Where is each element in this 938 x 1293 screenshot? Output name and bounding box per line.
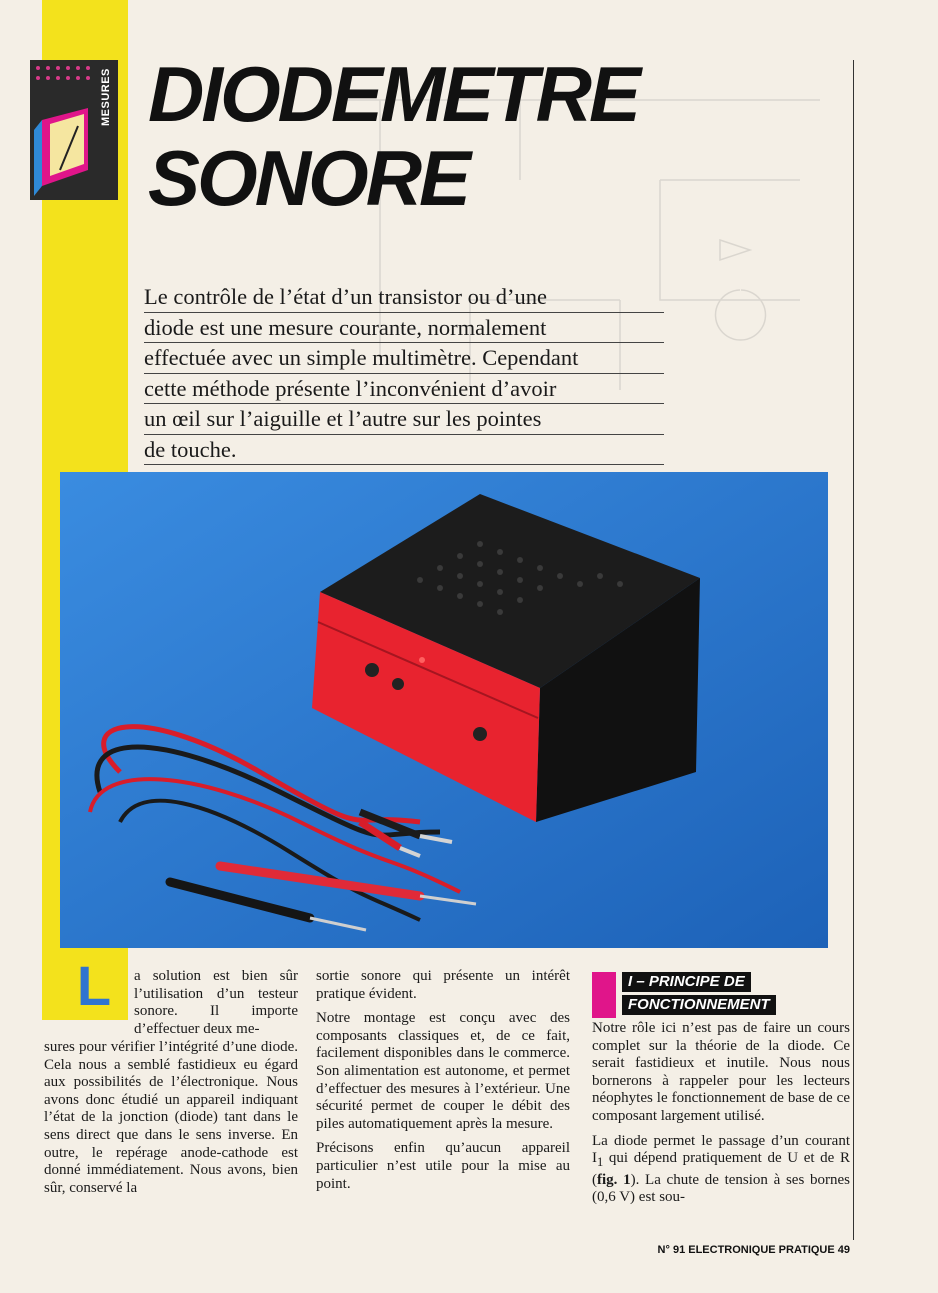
intro-paragraph <box>144 282 664 465</box>
intro-line: diode est une mesure courante, normalement <box>144 313 664 344</box>
column-1-paragraph: sures pour vérifier l’intégrité d’une diode. Cela nous a semblé fastidieux eu égard aux possibilités de l’électronique. Nous avons donc étudié un appareil indiquant l’état de la jonction (diode) tant dans le sens direct que dans le sens inverse. En outre, le repérage anode-cathode est donné immédiatement. Nous avons, bien sûr, conservé la <box>44 1039 298 1196</box>
section-heading-line-2: FONCTIONNEMENT <box>622 995 776 1015</box>
text-run: ). La chute de tension à ses bornes (0,6 V) est sou- <box>592 1171 850 1206</box>
column-2-paragraph: sortie sonore qui présente un intérêt pratique évident. <box>316 968 570 1002</box>
dropcap-letter: L <box>76 954 112 1017</box>
subscript: 1 <box>597 1155 604 1170</box>
column-1-body <box>44 1039 298 1204</box>
title-line-1: DIODEMETRE <box>148 50 639 138</box>
device-photo <box>60 472 828 948</box>
column-3-paragraph-2 <box>592 1133 850 1207</box>
section-heading-line-1: I – PRINCIPE DE <box>622 972 751 992</box>
column-2-paragraph: Notre montage est conçu avec des composants classiques et, de ce fait, facilement disponibles dans le commerce. Son alimentation est autonome, et permet d’effectuer des mesures à l’extérieur. Une sécurité permet de couper le débit des piles automatiquement après la mesure. <box>316 1010 570 1132</box>
intro-line: un œil sur l’aiguille et l’autre sur les pointes <box>144 404 664 435</box>
intro-line: cette méthode présente l’inconvénient d’avoir <box>144 374 664 405</box>
section-marker <box>592 972 616 1018</box>
intro-line: effectuée avec un simple multimètre. Cependant <box>144 343 664 374</box>
column-1-opening <box>134 968 298 1045</box>
column-rule <box>853 60 854 1240</box>
intro-line: Le contrôle de l’état d’un transistor ou d’une <box>144 282 664 313</box>
column-2 <box>316 968 570 1200</box>
section-heading <box>622 972 776 1018</box>
figure-reference: fig. 1 <box>597 1171 631 1188</box>
text-run: La diode permet le passage d’un courant I <box>592 1132 850 1167</box>
rubric-label: MESURES <box>100 68 112 126</box>
intro-line: de touche. <box>144 435 664 466</box>
article-title <box>148 52 638 220</box>
column-1-opening-text: a solution est bien sûr l’utilisation d’un testeur sonore. Il importe d’effectuer deux me- <box>134 968 298 1037</box>
text-run: qui dépend pratiquement de U et de R ( <box>592 1150 850 1188</box>
column-2-paragraph: Précisons enfin qu’aucun appareil particulier n’est utile pour la mise au point. <box>316 1140 570 1192</box>
column-3-paragraph-1: Notre rôle ici n’est pas de faire un cours complet sur la théorie de la diode. Ce serait fastidieux et inutile. Nous nous bornerons à rappeler pour les lecteurs néophytes le fonctionnement de base de ce composant largement utilisé. <box>592 1020 850 1124</box>
page-footer: N° 91 ELECTRONIQUE PRATIQUE 49 <box>657 1244 850 1256</box>
title-line-2: SONORE <box>148 134 469 222</box>
column-3 <box>592 1020 850 1214</box>
